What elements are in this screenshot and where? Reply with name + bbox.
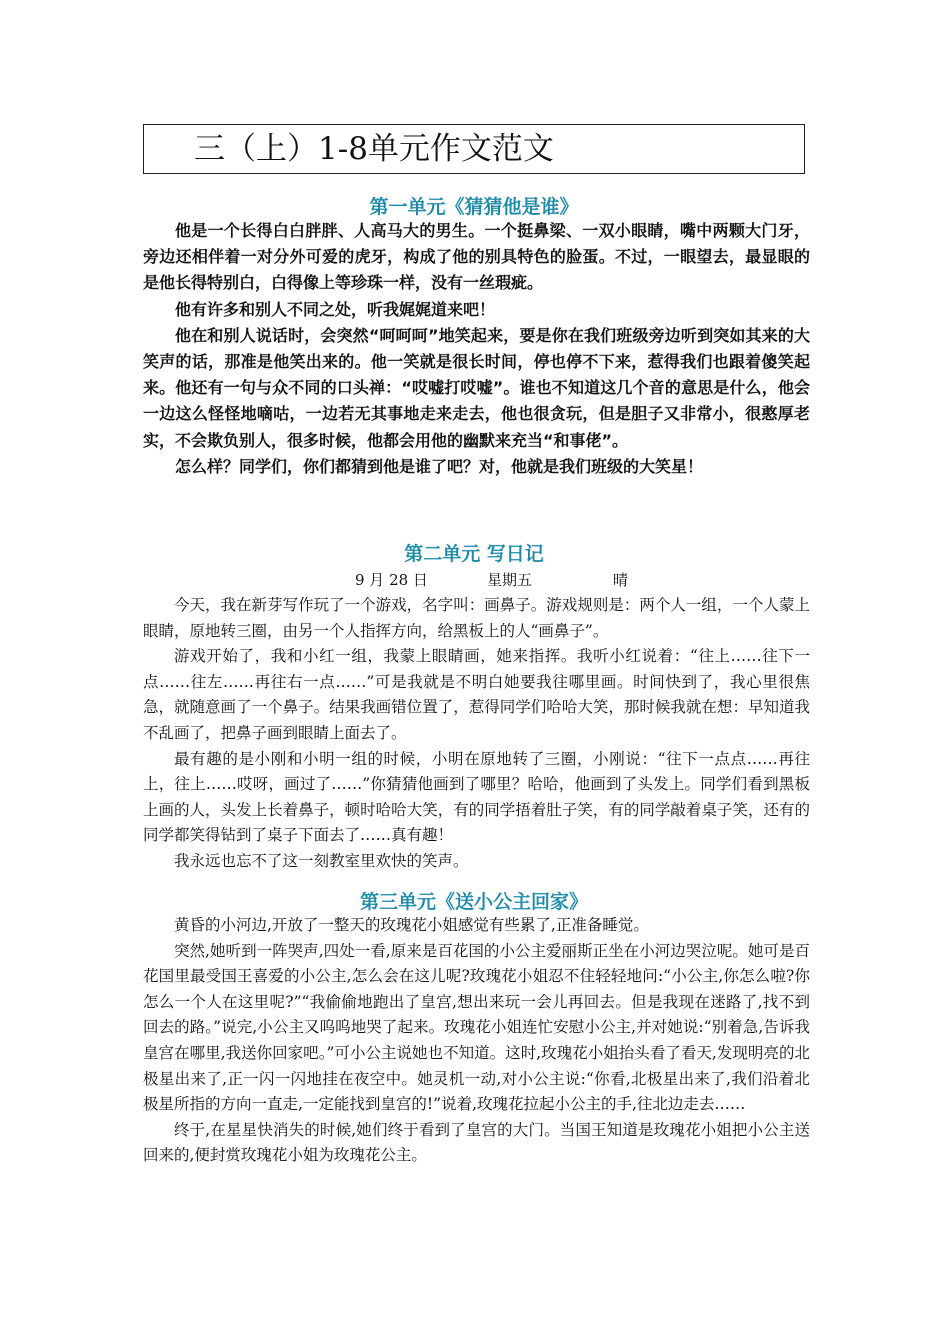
unit3-body xyxy=(143,913,810,1169)
unit2-body xyxy=(143,593,810,875)
unit1-heading: 第一单元《猜猜他是谁》 xyxy=(369,196,579,218)
unit2-paragraph: 我永远也忘不了这一刻教室里欢快的笑声。 xyxy=(174,851,469,870)
unit2-paragraph: 游戏开始了，我和小红一组，我蒙上眼睛画，她来指挥。我听小红说着：“往上……往下一点……往左……再往右一点……”可是我就是不明白她要我往哪里画。时间快到了，我心里很焦急，就随意画了一个鼻子。结果我画错位置了，惹得同学们哈哈大笑，那时候我就在想：早知道我不乱画了，把鼻子画到眼睛上面去了。 xyxy=(143,647,810,742)
unit1-paragraph: 他是一个长得白白胖胖、人高马大的男生。一个挺鼻梁、一双小眼睛，嘴中两颗大门牙，旁边还相伴着一对分外可爱的虎牙，构成了他的别具特色的脸蛋。不过，一眼望去，最显眼的是他长得特别白，白得像上等珍珠一样，没有一丝瑕疵。 xyxy=(143,221,810,293)
diary-date-line xyxy=(143,569,805,591)
unit1-body xyxy=(143,218,810,480)
unit3-heading: 第三单元《送小公主回家》 xyxy=(359,891,588,913)
unit3-paragraph: 黄昏的小河边,开放了一整天的玫瑰花小姐感觉有些累了,正准备睡觉。 xyxy=(174,916,649,934)
page-title: 三（上）1-8单元作文范文 xyxy=(194,131,554,167)
unit3-paragraph: 终于,在星星快消失的时候,她们终于看到了皇宫的大门。当国王知道是玫瑰花小姐把小公主送回来的,便封赏玫瑰花小姐为玫瑰花公主。 xyxy=(143,1120,810,1165)
unit3-paragraph: 突然,她听到一阵哭声,四处一看,原来是百花国的小公主爱丽斯正坐在小河边哭泣呢。她可是百花国里最受国王喜爱的小公主,怎么会在这儿呢?玫瑰花小姐忍不住轻轻地问:“小公主,你怎么啦?你怎么一个人在这里呢?”“我偷偷地跑出了皇宫,想出来玩一会儿再回去。但是我现在迷路了,找不到回去的路。”说完,小公主又呜呜地哭了起来。玫瑰花小姐连忙安慰小公主,并对她说:“别着急,告诉我皇宫在哪里,我送你回家吧。”可小公主说她也不知道。这时,玫瑰花小姐抬头看了看天,发现明亮的北极星出来了,正一闪一闪地挂在夜空中。她灵机一动,对小公主说:“你看,北极星出来了,我们沿着北极星所指的方向一直走,一定能找到皇宫的!”说着,玫瑰花拉起小公主的手,往北边走去…… xyxy=(143,941,810,1114)
unit1-paragraph: 他有许多和别人不同之处，听我娓娓道来吧！ xyxy=(175,299,496,319)
unit1-paragraph: 他在和别人说话时，会突然“呵呵呵”地笑起来，要是你在我们班级旁边听到突如其来的大笑声的话，那准是他笑出来的。他一笑就是很长时间，停也停不下来，惹得我们也跟着傻笑起来。他还有一句与众不同的口头禅：“哎嘘打哎嘘”。谁也不知道这几个音的意思是什么，他会一边这么怪怪地嘀咕，一边若无其事地走来走去，他也很贪玩，但是胆子又非常小，很憨厚老实，不会欺负别人，很多时候，他都会用他的幽默来充当“和事佬”。 xyxy=(143,325,810,450)
unit2-heading: 第二单元 写日记 xyxy=(404,543,544,565)
diary-weather: 晴 xyxy=(613,571,629,589)
diary-weekday: 星期五 xyxy=(487,571,533,589)
diary-date: 9 月 28 日 xyxy=(355,571,428,589)
unit2-paragraph: 今天，我在新芽写作玩了一个游戏，名字叫：画鼻子。游戏规则是：两个人一组，一个人蒙上眼睛，原地转三圈，由另一个人指挥方向，给黑板上的人“画鼻子”。 xyxy=(143,596,810,640)
unit1-paragraph: 怎么样？同学们，你们都猜到他是谁了吧？对，他就是我们班级的大笑星！ xyxy=(175,456,704,476)
title-box xyxy=(143,124,805,174)
unit2-paragraph: 最有趣的是小刚和小明一组的时候，小明在原地转了三圈，小刚说：“往下一点点……再往上，往上……哎呀，画过了……”你猜猜他画到了哪里？哈哈，他画到了头发上。同学们看到黑板上画的人，头发上长着鼻子，顿时哈哈大笑，有的同学捂着肚子笑，有的同学敲着桌子笑，还有的同学都笑得钻到了桌子下面去了……真有趣！ xyxy=(143,749,810,845)
